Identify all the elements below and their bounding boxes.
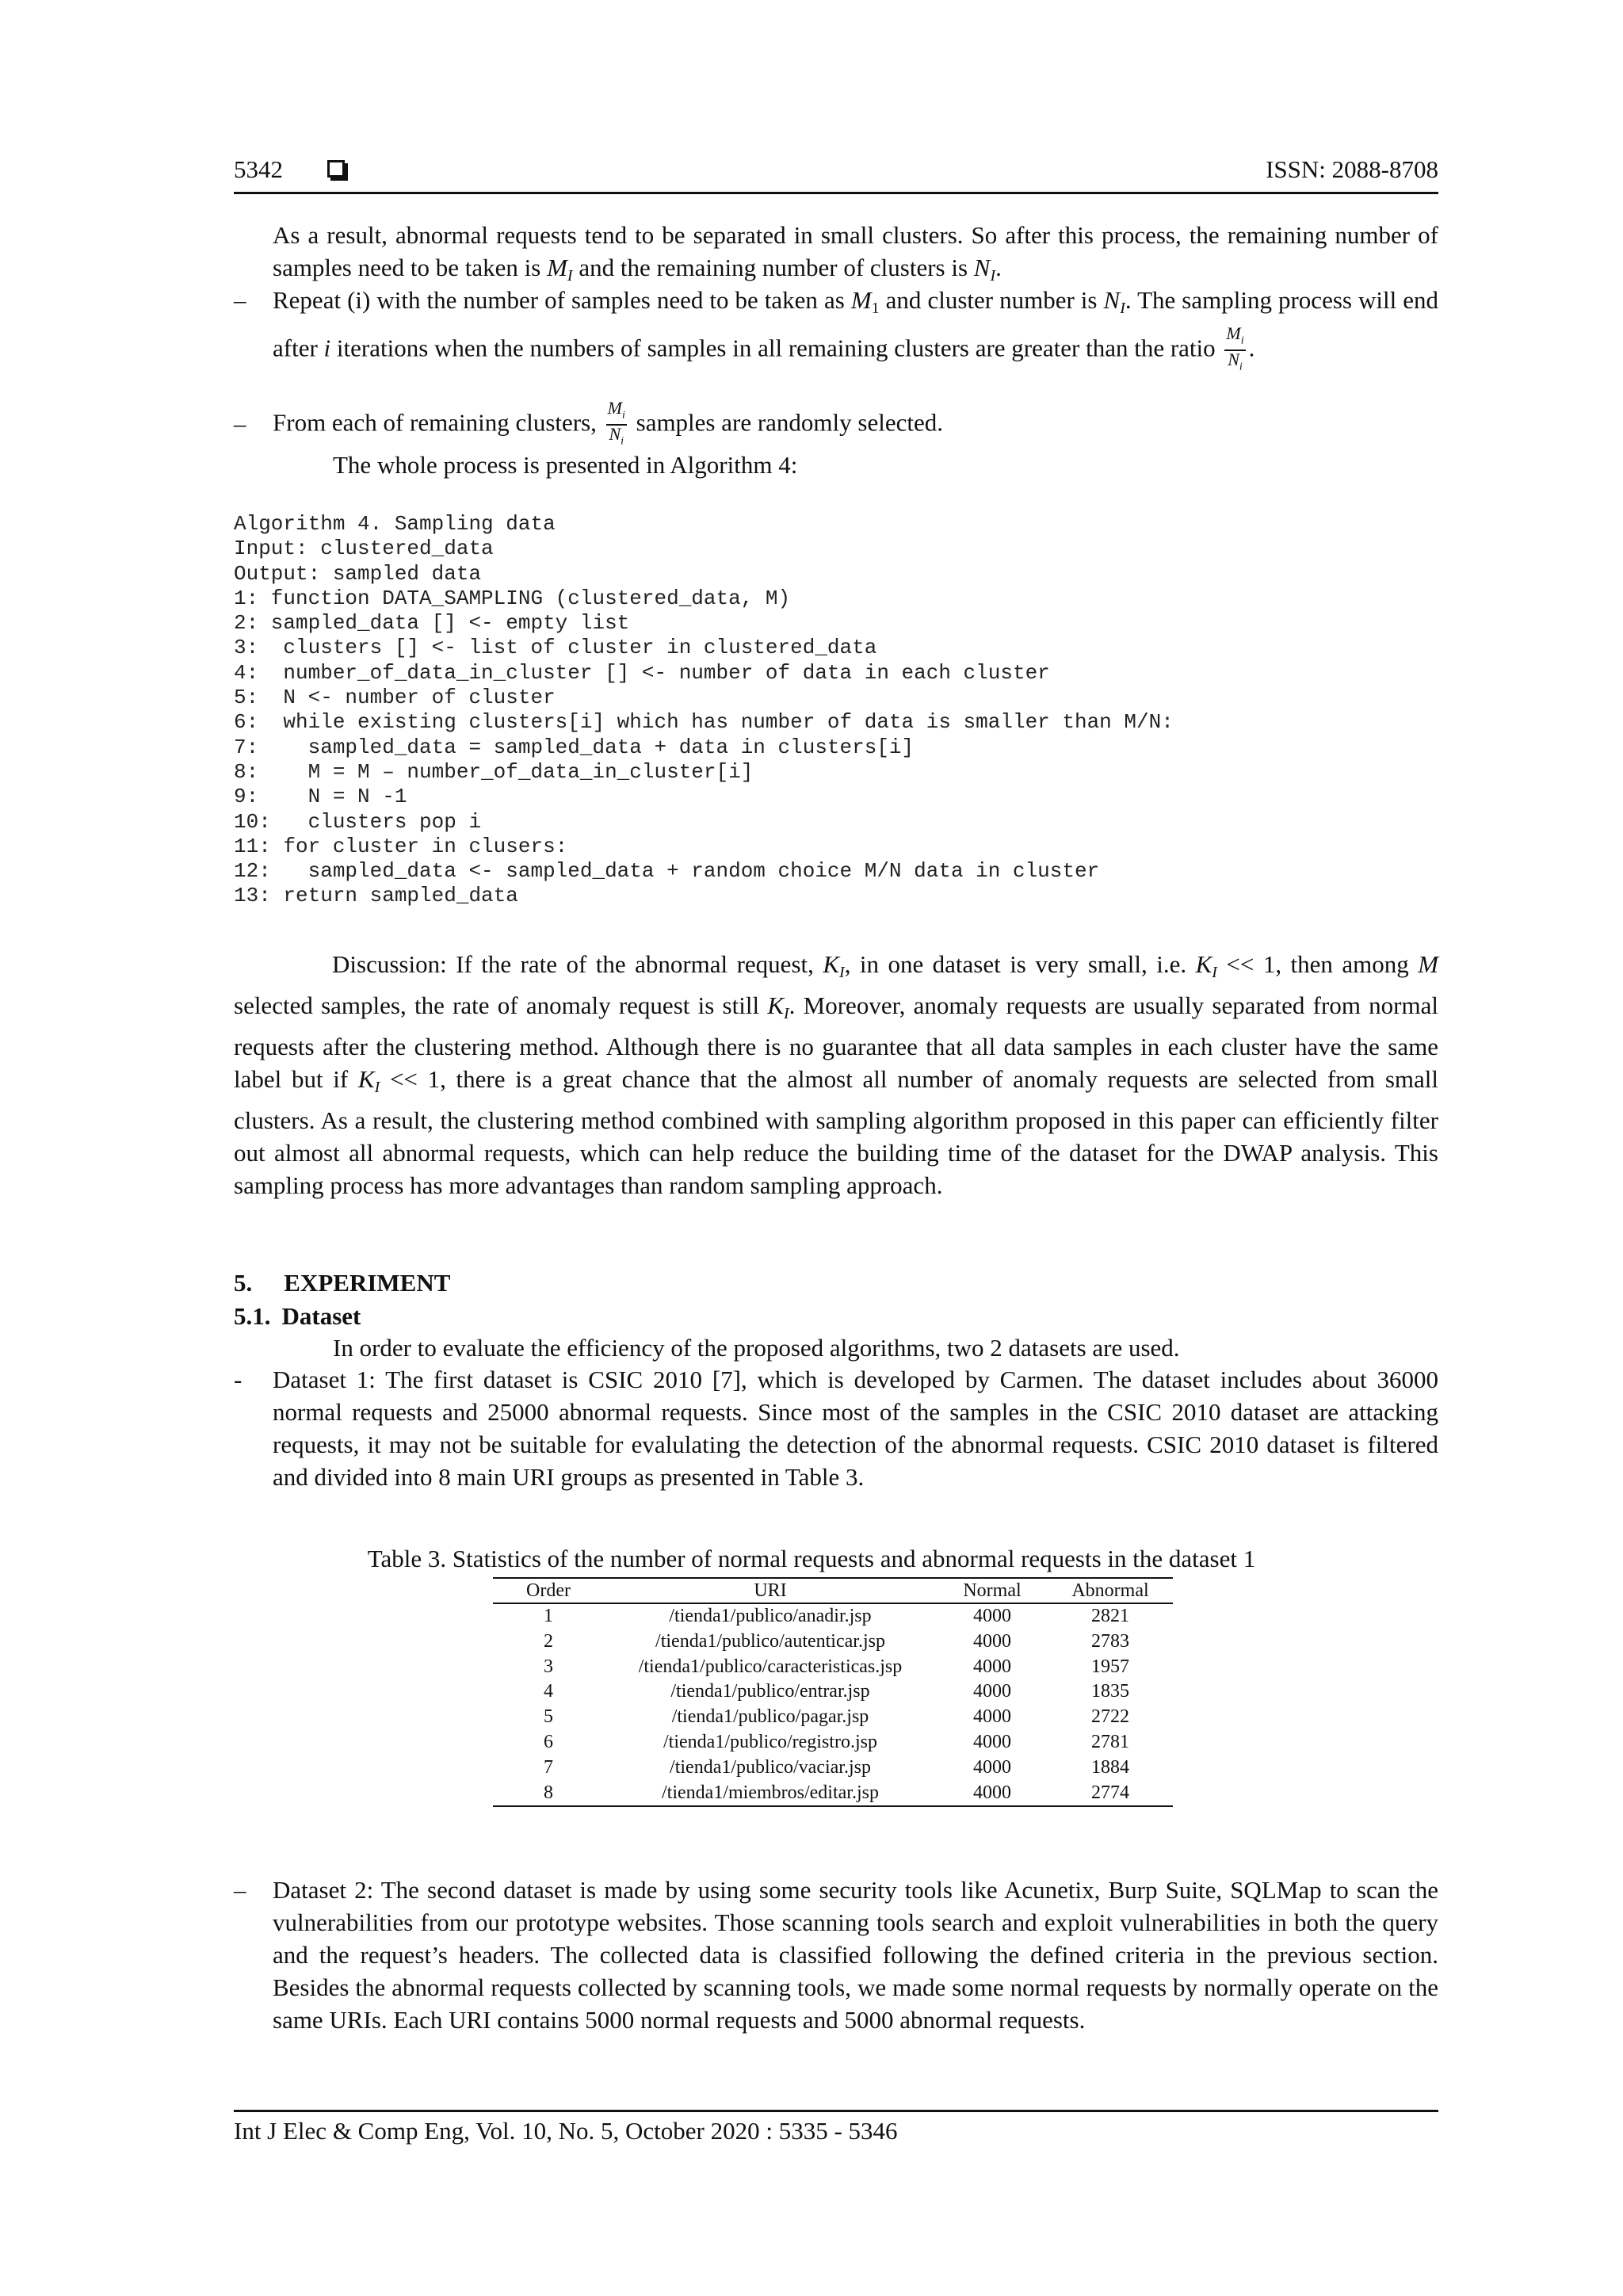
cell-normal: 4000 bbox=[937, 1781, 1048, 1807]
algorithm-line: 10: clusters pop i bbox=[234, 809, 482, 834]
table-row bbox=[493, 1655, 1173, 1680]
section-heading: 5. EXPERIMENT bbox=[234, 1269, 451, 1297]
cell-abnormal: 1835 bbox=[1091, 1681, 1129, 1702]
cell-order: 8 bbox=[493, 1781, 604, 1807]
cell-normal: 4000 bbox=[973, 1731, 1011, 1752]
cell-abnormal: 1884 bbox=[1091, 1756, 1129, 1778]
bullet-repeat: Repeat (i) with the number of samples need to be taken as $M_1$ and cluster number is $N_I$. The sampling process will end after i iterations when the numbers of samples in all remaining clusters are greater than the ratio $\frac{M_i}{N_i}$ . bbox=[273, 284, 1438, 376]
col-header-abnormal: Abnormal bbox=[1048, 1578, 1173, 1603]
bullet-dash-ds2: – bbox=[234, 1876, 246, 1904]
algorithm-line: 13: return sampled_data bbox=[234, 884, 518, 908]
fraction-mi-ni: $\frac{M_i}{N_i}$ bbox=[607, 398, 625, 448]
table-row bbox=[493, 1755, 1173, 1781]
cell-abnormal: 1957 bbox=[1091, 1656, 1129, 1677]
algorithm-line: 2: sampled_data [] <- empty list bbox=[234, 611, 630, 636]
algorithm-line: Algorithm 4. Sampling data bbox=[234, 512, 556, 536]
cell-normal: 4000 bbox=[973, 1656, 1011, 1677]
bullet-from-each: From each of remaining clusters, $\frac{M_i}{N_i}$ samples are randomly selected. bbox=[273, 399, 1438, 451]
cell-uri: /tienda1/publico/pagar.jsp bbox=[671, 1706, 869, 1728]
cell-normal: 4000 bbox=[973, 1681, 1011, 1702]
algorithm-line: Output: sampled data bbox=[234, 561, 482, 586]
cell-uri: /tienda1/publico/registro.jsp bbox=[663, 1731, 877, 1752]
cell-normal: 4000 bbox=[973, 1706, 1011, 1728]
cell-abnormal: 2821 bbox=[1091, 1606, 1129, 1626]
cell-normal: 4000 bbox=[973, 1630, 1011, 1652]
cell-uri: /tienda1/publico/anadir.jsp bbox=[669, 1606, 872, 1626]
cell-abnormal: 2722 bbox=[1091, 1706, 1129, 1728]
table-row bbox=[493, 1603, 1173, 1629]
algorithm-line: 11: for cluster in clusers: bbox=[234, 834, 568, 858]
cell-uri: /tienda1/publico/vaciar.jsp bbox=[670, 1756, 871, 1778]
algorithm-line: 12: sampled_data <- sampled_data + random choice M/N data in cluster bbox=[234, 859, 1100, 884]
statistics-table bbox=[493, 1577, 1173, 1807]
algorithm-line: 5: N <- number of cluster bbox=[234, 686, 556, 710]
table-row bbox=[493, 1629, 1173, 1655]
cell-uri: /tienda1/publico/entrar.jsp bbox=[670, 1681, 870, 1702]
table-row bbox=[493, 1730, 1173, 1755]
subsection-heading: 5.1. Dataset bbox=[234, 1302, 361, 1330]
cell-order: 6 bbox=[544, 1731, 553, 1752]
intro-paragraph: As a result, abnormal requests tend to be separated in small clusters. So after this process, the remaining number of samples need to be taken is $M_I$ and the remaining number of clusters is $N_I$. bbox=[273, 221, 1438, 285]
header-rule bbox=[234, 192, 1438, 194]
footer-citation: Int J Elec & Comp Eng, Vol. 10, No. 5, October 2020 : 5335 - 5346 bbox=[234, 2117, 898, 2145]
table-row bbox=[493, 1679, 1173, 1705]
cell-order: 7 bbox=[544, 1756, 553, 1778]
algorithm-line: Input: clustered_data bbox=[234, 537, 494, 561]
col-header-uri: URI bbox=[604, 1578, 937, 1603]
dataset-1-paragraph: Dataset 1: The first dataset is CSIC 2010 [7], which is developed by Carmen. The dataset includes about 36000 normal requests and 25000 abnormal requests. Since most of the samples in the CSIC 2010 dataset are attacking requests, it may not be suitable for evalulating the detection of the abnormal requests. CSIC 2010 dataset is filtered and divided into 8 main URI groups as presented in Table 3. bbox=[273, 1366, 1438, 1491]
algorithm-line: 7: sampled_data = sampled_data + data in clusters[i] bbox=[234, 735, 915, 759]
page-header bbox=[234, 155, 1438, 193]
algorithm-line: 9: N = N -1 bbox=[234, 785, 407, 809]
bullet-dash-1: – bbox=[234, 286, 246, 314]
algorithm-line: 8: M = M – number_of_data_in_cluster[i] bbox=[234, 759, 754, 784]
cell-abnormal: 2781 bbox=[1091, 1731, 1129, 1752]
cell-normal: 4000 bbox=[973, 1606, 1011, 1626]
dataset-intro: In order to evaluate the efficiency of the proposed algorithms, two 2 datasets are used. bbox=[333, 1334, 1180, 1362]
fraction-mi-ni: $\frac{M_i}{N_i}$ bbox=[1226, 323, 1244, 373]
cell-uri: /tienda1/publico/caracteristicas.jsp bbox=[638, 1656, 903, 1677]
cell-order: 3 bbox=[544, 1656, 553, 1677]
page-number: 5342 bbox=[234, 155, 283, 183]
cell-order: 1 bbox=[544, 1606, 553, 1626]
cell-normal: 4000 bbox=[973, 1756, 1011, 1778]
table-header-row bbox=[493, 1578, 1173, 1603]
discussion-paragraph: Discussion: If the rate of the abnormal request, $K_I$, in one dataset is very small, i.e. $K_I << 1$, then among M selected samples, the rate of anomaly request is still $K_I$. Moreover, anomaly requests are usually separated from normal requests after the clustering method. Although there is no guarantee that all data samples in each cluster have the same label but if $K_I << 1$, there is a great chance that the almost all number of anomaly requests are selected from small clusters. As a result, the clustering method combined with sampling algorithm proposed in this paper can efficiently filter out almost all abnormal requests, which can help reduce the building time of the dataset for the DWAP analysis. This sampling process has more advantages than random sampling approach. bbox=[234, 950, 1439, 1199]
algorithm-line: 1: function DATA_SAMPLING (clustered_data, M) bbox=[234, 586, 791, 610]
table-caption: Table 3. Statistics of the number of normal requests and abnormal requests in the dataset 1 bbox=[367, 1545, 1256, 1572]
table-row bbox=[493, 1705, 1173, 1730]
algorithm-line: 3: clusters [] <- list of cluster in clustered_data bbox=[234, 636, 877, 660]
cell-abnormal: 2774 bbox=[1048, 1781, 1173, 1807]
algorithm-line: 6: while existing clusters[i] which has number of data is smaller than M/N: bbox=[234, 710, 1174, 735]
col-header-order: Order bbox=[493, 1578, 604, 1603]
cell-order: 2 bbox=[544, 1630, 553, 1652]
algorithm-listing bbox=[234, 512, 1174, 909]
footer-rule bbox=[234, 2110, 1438, 2112]
issn: ISSN: 2088-8708 bbox=[1266, 155, 1438, 183]
table-row bbox=[493, 1781, 1173, 1807]
cell-order: 5 bbox=[544, 1706, 553, 1728]
algorithm-line: 4: number_of_data_in_cluster [] <- number of data in each cluster bbox=[234, 660, 1050, 685]
dataset-2-paragraph: Dataset 2: The second dataset is made by using some security tools like Acunetix, Burp Suite, SQLMap to scan the vulnerabilities from our prototype websites. Those scanning tools search and exploit vulnerabilities in both the query and the request’s headers. The collected data is classified following the defined criteria in the previous section. Besides the abnormal requests collected by scanning tools, we made some normal requests by normally operate on the same URIs. Each URI contains 5000 normal requests and 5000 abnormal requests. bbox=[273, 1876, 1438, 2034]
cell-uri: /tienda1/miembros/editar.jsp bbox=[604, 1781, 937, 1807]
cell-abnormal: 2783 bbox=[1091, 1630, 1129, 1652]
algorithm-intro: The whole process is presented in Algorithm 4: bbox=[333, 451, 798, 479]
bullet-dash-ds1: - bbox=[234, 1366, 242, 1393]
col-header-normal: Normal bbox=[937, 1578, 1048, 1603]
checkbox-glyph-icon bbox=[327, 160, 345, 178]
cell-order: 4 bbox=[544, 1681, 553, 1702]
bullet-dash-2: – bbox=[234, 410, 246, 437]
cell-uri: /tienda1/publico/autenticar.jsp bbox=[655, 1630, 885, 1652]
